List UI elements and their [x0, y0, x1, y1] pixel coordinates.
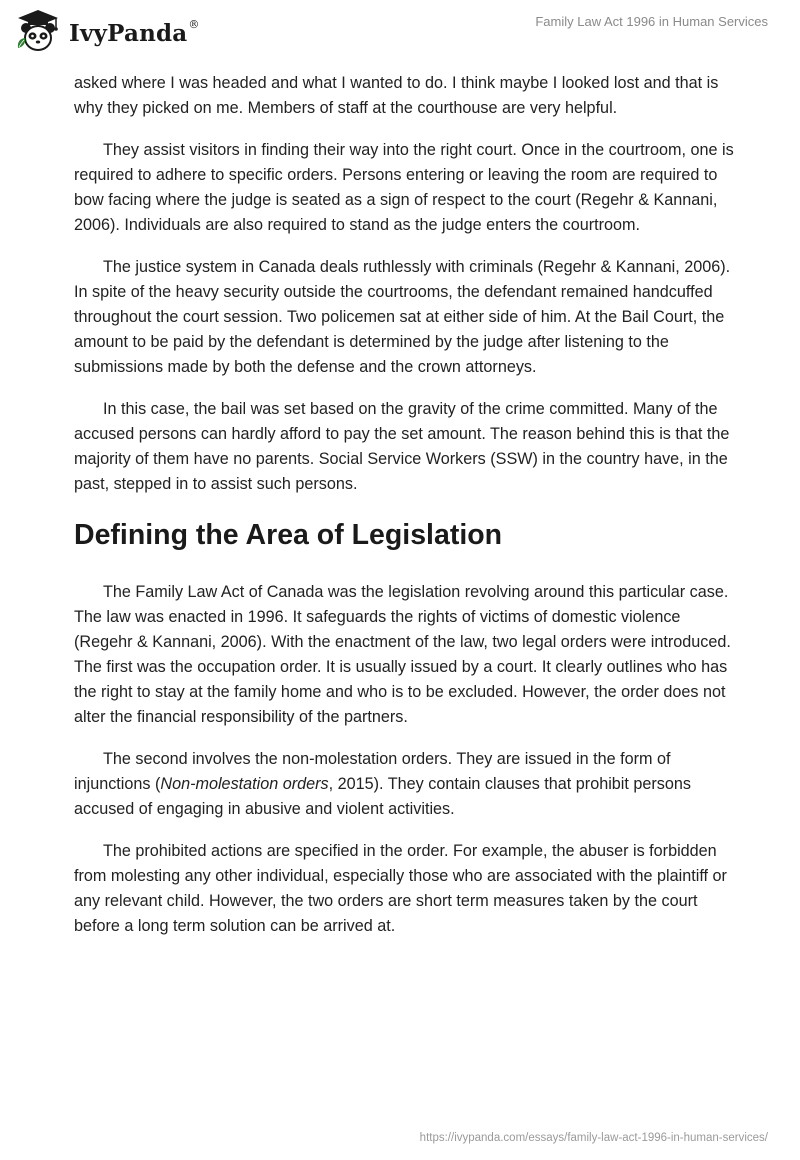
panda-graduate-icon	[14, 8, 62, 56]
paragraph: The justice system in Canada deals ruthlessly with criminals (Regehr & Kannani, 2006). In spite of the heavy security outside the courtrooms, the defendant remained handcuffed throughout the court session. Two policemen sat at either side of him. At the Bail Court, the amount to be paid by the defendant is determined by the judge after listening to the submissions made by both the defense and the crown attorneys.	[74, 258, 731, 376]
article-body	[74, 71, 734, 956]
source-url[interactable]: https://ivypanda.com/essays/family-law-act-1996-in-human-services/	[419, 1132, 768, 1144]
paragraph	[74, 747, 734, 822]
brand-name: IvyPanda®	[69, 17, 200, 47]
page-header	[0, 0, 800, 70]
citation-title: Non-molestation orders	[160, 775, 329, 793]
paragraph: asked where I was headed and what I wanted to do. I think maybe I looked lost and that is why they picked on me. Members of staff at the courthouse are very helpful.	[74, 74, 719, 117]
document-title: Family Law Act 1996 in Human Services	[535, 14, 768, 29]
paragraph: The prohibited actions are specified in the order. For example, the abuser is forbidden from molesting any other individual, especially those who are associated with the plaintiff or any relevant child. However, the two orders are short term measures taken by the court before a long term solution can be arrived at.	[74, 842, 727, 935]
paragraph-text: , 2015). They contain clauses that prohibit persons accused of engaging in abusive and violent activities.	[74, 775, 691, 818]
paragraph: They assist visitors in finding their way into the right court. Once in the courtroom, one is required to adhere to specific orders. Persons entering or leaving the room are required to bow facing where the judge is seated as a sign of respect to the court (Regehr & Kannani, 2006). Individuals are also required to stand as the judge enters the courtroom.	[74, 141, 734, 234]
section-heading: Defining the Area of Legislation	[74, 519, 503, 551]
paragraph: In this case, the bail was set based on the gravity of the crime committed. Many of the accused persons can hardly afford to pay the set amount. The reason behind this is that the majority of them have no parents. Social Service Workers (SSW) in the country have, in the past, stepped in to assist such persons.	[74, 400, 730, 493]
paragraph: The Family Law Act of Canada was the legislation revolving around this particular case. The law was enacted in 1996. It safeguards the rights of victims of domestic violence (Regehr & Kannani, 2006). With the enactment of the law, two legal orders were introduced. The first was the occupation order. It is usually issued by a court. It clearly outlines who has the right to stay at the family home and who is to be excluded. However, the order does not alter the financial responsibility of the partners.	[74, 583, 731, 726]
paragraph-text: The second involves the non-molestation orders. They are issued in the form of injunctions (	[74, 750, 671, 793]
ivypanda-logo[interactable]	[14, 8, 200, 56]
